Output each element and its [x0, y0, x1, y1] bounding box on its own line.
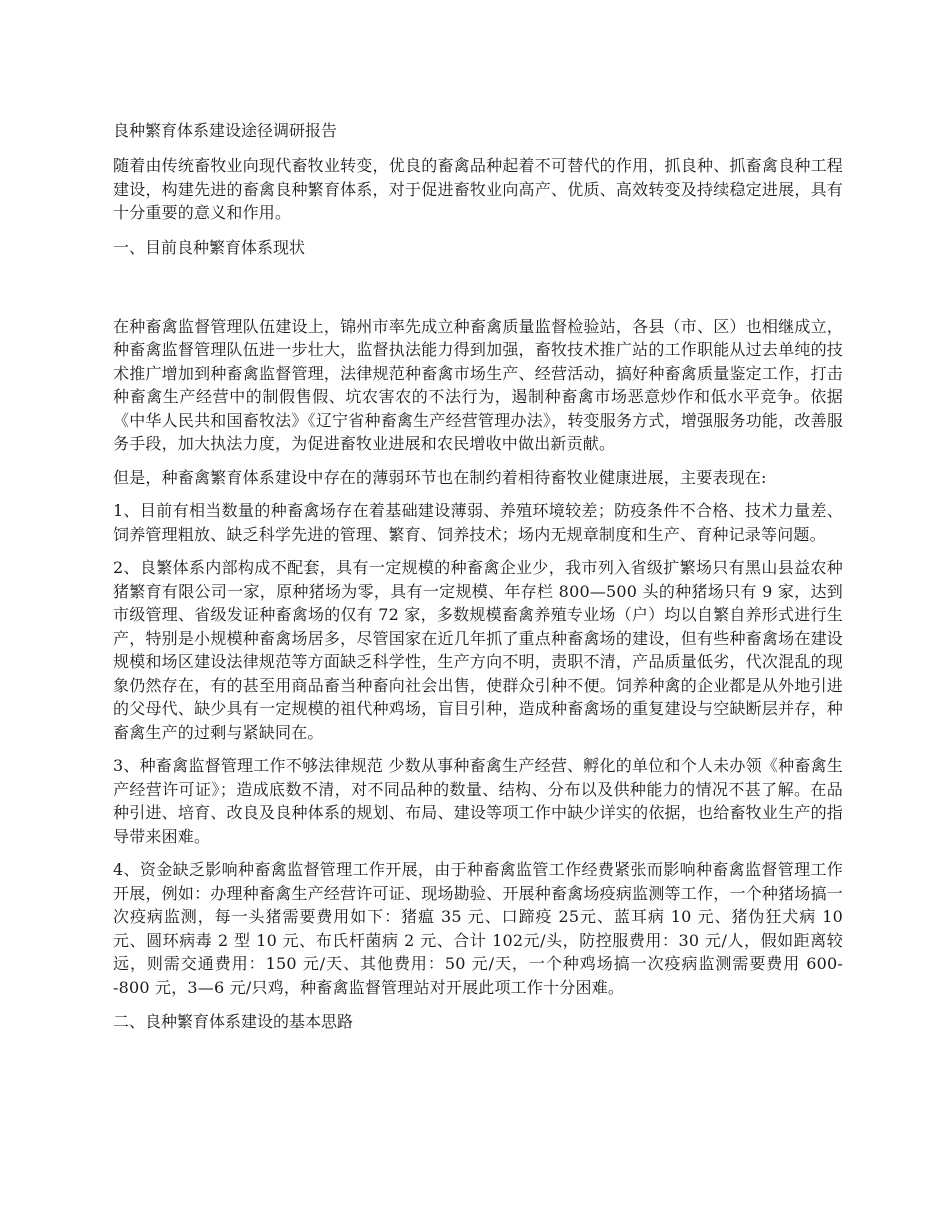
blank-spacer: [113, 271, 843, 315]
issue-paragraph-1: 1、目前有相当数量的种畜禽场存在着基础建设薄弱、养殖环境较差；防疫条件不合格、技术力量差、饲养管理粗放、缺乏科学先进的管理、繁育、饲养技术；场内无规章制度和生产、育种记录等问题。: [113, 501, 843, 544]
section-heading-1: 一、目前良种繁育体系现状: [113, 237, 306, 257]
issue-paragraph-2: 2、良繁体系内部构成不配套，具有一定规模的种畜禽企业少，我市列入省级扩繁场只有黑山县益农种猪繁育有限公司一家，原种猪场为零，具有一定规模、年存栏 800—500 头的种猪场只有 9 家，达到市级管理、省级发证种畜禽场的仅有 72 家，多数规模畜禽养殖专业场（户）均以自繁自养形式进行生产，特别是小规模种畜禽场居多，尽管国家在近几年抓了重点种畜禽场的建设，但有些种畜禽场在建设规模和场区建设法律规范等方面缺乏科学性，生产方向不明，责职不清，产品质量低劣，代次混乱的现象仍然存在，有的甚至用商品畜当种畜向社会出售，使群众引种不便。饲养种禽的企业都是从外地引进的父母代、缺少具有一定规模的祖代种鸡场，盲目引种，造成种畜禽场的重复建设与空缺断层并存，种畜禽生产的过剩与紧缺同在。: [113, 558, 843, 742]
document-title: 良种繁育体系建设途径调研报告: [113, 121, 338, 140]
section-heading-2: 二、良种繁育体系建设的基本思路: [113, 1012, 354, 1031]
management-paragraph: 在种畜禽监督管理队伍建设上，锦州市率先成立种畜禽质量监督检验站，各县（市、区）也相继成立，种畜禽监督管理队伍进一步壮大，监督执法能力得到加强，畜牧技术推广站的工作职能从过去单纯的技术推广增加到种畜禽监督管理，法律规范种畜禽市场生产、经营活动，搞好种畜禽质量鉴定工作，打击种畜禽生产经营中的制假售假、坑农害农的不法行为，遏制种畜禽市场恶意炒作和低水平竞争。依据《中华人民共和国畜牧法》《辽宁省种畜禽生产经营管理办法》，转变服务方式，增强服务功能，改善服务手段，加大执法力度，为促进畜牧业进展和农民增收中做出新贡献。: [113, 316, 843, 453]
issue-paragraph-3: 3、种畜禽监督管理工作不够法律规范 少数从事种畜禽生产经营、孵化的单位和个人未办领《种畜禽生产经营许可证》；造成底数不清，对不同品种的数量、结构、分布以及供种能力的情况不甚了解。在品种引进、培育、改良及良种体系的规划、布局、建设等项工作中缺少详实的依据，也给畜牧业生产的指导带来困难。: [113, 756, 843, 846]
however-paragraph: 但是，种畜禽繁育体系建设中存在的薄弱环节也在制约着相待畜牧业健康进展，主要表现在:: [113, 467, 767, 487]
intro-paragraph: 随着由传统畜牧业向现代畜牧业转变，优良的畜禽品种起着不可替代的作用，抓良种、抓畜禽良种工程建设，构建先进的畜禽良种繁育体系，对于促进畜牧业向高产、优质、高效转变及持续稳定进展，具有十分重要的意义和作用。: [113, 156, 843, 222]
issue-paragraph-4: 4、资金缺乏影响种畜禽监督管理工作开展，由于种畜禽监管工作经费紧张而影响种畜禽监督管理工作开展，例如：办理种畜禽生产经营许可证、现场勘验、开展种畜禽场疫病监测等工作，一个种猪场搞一次疫病监测，每一头猪需要费用如下：猪瘟 35 元、口蹄疫 25元、蓝耳病 10 元、猪伪狂犬病 10 元、圆环病毒 2 型 10 元、布氏杆菌病 2 元、合计 102元/头，防控服费用：30 元/人，假如距离较远，则需交通费用：150 元/天、其他费用：50 元/天，一个种鸡场搞一次疫病监测需要费用 600--800 元，3—6 元/只鸡，种畜禽监督管理站对开展此项工作十分困难。: [113, 860, 843, 997]
document-page: [113, 118, 843, 1045]
